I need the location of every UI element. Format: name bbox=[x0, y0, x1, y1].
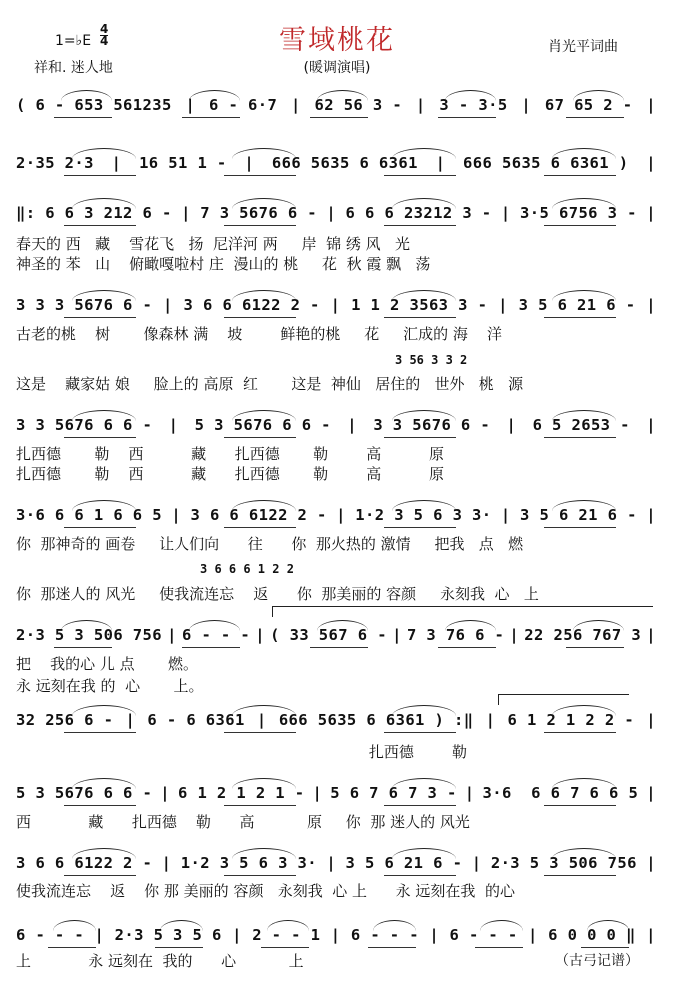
barline: | bbox=[646, 416, 656, 434]
lyric-line: 你 那神奇的 画卷 让人们向 往 你 那火热的 激情 把我 点 燃 bbox=[16, 535, 524, 553]
beam-underline bbox=[475, 947, 523, 948]
beam-underline bbox=[64, 437, 136, 438]
barline: | bbox=[232, 926, 242, 944]
measure: ‖: 6 6 3 212 6 - bbox=[16, 204, 172, 222]
measure: 3 3 5676 6 6 - bbox=[16, 416, 153, 434]
time-top: 4 bbox=[100, 22, 109, 36]
slur bbox=[552, 778, 616, 789]
beam-underline bbox=[224, 527, 296, 528]
measure: 62 56 3 - bbox=[314, 96, 403, 114]
barline: | bbox=[94, 926, 105, 944]
measure: 666 5635 6 6361 bbox=[271, 154, 418, 172]
measure: 3 3 3 5676 6 - bbox=[16, 296, 153, 314]
lyric-line: 春天的 西 藏 雪花飞 扬 尼洋河 两 岸 锦 绣 风 光 bbox=[16, 235, 410, 253]
measure: 5 3 5676 6 6 - bbox=[16, 784, 153, 802]
measure: 3·6 6 6 1 6 6 5 bbox=[16, 506, 162, 524]
barline: | bbox=[646, 506, 656, 524]
barline: | bbox=[255, 626, 265, 644]
beam-underline bbox=[544, 317, 616, 318]
measure: 3 - 3·5 bbox=[439, 96, 508, 114]
measure: 6 1 2 1 2 1 - bbox=[177, 784, 305, 802]
slur bbox=[392, 500, 456, 511]
beam-underline bbox=[544, 527, 616, 528]
slur bbox=[232, 148, 296, 159]
barline: | bbox=[464, 784, 475, 802]
barline: | bbox=[326, 204, 337, 222]
slur bbox=[61, 620, 112, 631]
beam-underline bbox=[544, 175, 616, 176]
beam-underline bbox=[54, 117, 112, 118]
slur bbox=[587, 920, 630, 931]
measure: 3 6 6 6122 2 - bbox=[16, 854, 153, 872]
volta-bracket bbox=[272, 606, 653, 617]
notation-row bbox=[16, 500, 656, 534]
measure: 16 51 1 - bbox=[139, 154, 227, 172]
lyric-line: 你 那迷人的 风光 使我流连忘 返 你 那美丽的 容颜 永刻我 心 上 bbox=[16, 585, 539, 603]
barline: | bbox=[646, 154, 656, 172]
slur bbox=[373, 920, 416, 931]
slur bbox=[552, 290, 616, 301]
notation-row bbox=[16, 705, 656, 739]
measure: 3 3 5676 6 - bbox=[373, 416, 491, 434]
measure: 1 1 2 3563 3 - bbox=[351, 296, 488, 314]
key-signature bbox=[55, 33, 91, 49]
notation-row bbox=[16, 848, 656, 882]
barline: | bbox=[506, 416, 517, 434]
measure: 1·2 3 5 6 3 3· bbox=[355, 506, 492, 524]
lyric-line: 西 藏 扎西德 勒 高 原 你 那 迷人的 风光 bbox=[16, 813, 470, 831]
slur bbox=[317, 90, 368, 101]
measure: 2·3 5 3 506 756 bbox=[490, 854, 637, 872]
beam-underline bbox=[368, 947, 416, 948]
slur bbox=[392, 148, 456, 159]
beam-underline bbox=[384, 225, 456, 226]
lyric-line: 神圣的 苯 山 俯瞰嘎啦村 庄 漫山的 桃 花 秋 霞 飘 荡 bbox=[16, 255, 431, 273]
barline: | bbox=[521, 96, 532, 114]
slur bbox=[317, 620, 368, 631]
barline: | bbox=[160, 784, 170, 802]
slur bbox=[72, 148, 136, 159]
beam-underline bbox=[182, 647, 240, 648]
beam-underline bbox=[384, 732, 456, 733]
lyric-line: 永 远刻在我 的 心 上。 bbox=[16, 677, 204, 695]
slur bbox=[552, 148, 616, 159]
slur bbox=[552, 410, 616, 421]
barline: | bbox=[347, 416, 357, 434]
slur bbox=[232, 198, 296, 209]
barline: | bbox=[646, 784, 656, 802]
barline: | bbox=[125, 711, 136, 729]
tempo-marking: 祥和. 迷人地 bbox=[34, 60, 113, 76]
barline: | bbox=[185, 96, 196, 114]
slur bbox=[552, 198, 616, 209]
measure: 6 - - - bbox=[449, 926, 518, 944]
barline: | bbox=[500, 204, 511, 222]
barline: | bbox=[244, 154, 255, 172]
slur bbox=[72, 778, 136, 789]
slur bbox=[392, 198, 456, 209]
measure: 32 256 6 - bbox=[16, 711, 114, 729]
measure: ( 6 - 653 561235 bbox=[16, 96, 172, 114]
lyric-line: 扎西德 勒 西 藏 扎西德 勒 高 原 bbox=[16, 445, 444, 463]
alternate-notes: 3 56 3 3 2 bbox=[395, 353, 468, 367]
measure: 6 - 6 6361 bbox=[147, 711, 245, 729]
beam-underline bbox=[384, 527, 456, 528]
slur bbox=[232, 290, 296, 301]
barline: | bbox=[435, 154, 446, 172]
measure: 3 5 6 21 6 - bbox=[520, 506, 637, 524]
beam-underline bbox=[438, 117, 496, 118]
notation-row bbox=[16, 620, 656, 654]
beam-underline bbox=[224, 175, 296, 176]
barline: | bbox=[326, 854, 337, 872]
slur bbox=[552, 705, 616, 716]
lyric-line: 上 永 远刻在 我的 心 上 bbox=[16, 952, 304, 970]
lyric-line: 扎西德 勒 bbox=[16, 743, 467, 761]
beam-underline bbox=[384, 175, 456, 176]
transcriber-credit: （古弓记谱） bbox=[555, 953, 639, 969]
notation-row bbox=[16, 778, 656, 812]
slur bbox=[573, 90, 624, 101]
beam-underline bbox=[384, 875, 456, 876]
beam-underline bbox=[64, 732, 136, 733]
measure: 3·6 6 6 7 6 6 5 bbox=[482, 784, 639, 802]
beam-underline bbox=[64, 527, 136, 528]
beam-underline bbox=[261, 947, 309, 948]
beam-underline bbox=[64, 225, 136, 226]
measure: 2·35 2·3 bbox=[16, 154, 94, 172]
beam-underline bbox=[224, 805, 296, 806]
slur bbox=[267, 920, 310, 931]
slur bbox=[232, 500, 296, 511]
barline: | bbox=[646, 926, 656, 944]
slur bbox=[392, 705, 456, 716]
slur bbox=[552, 848, 616, 859]
barline: | bbox=[392, 626, 402, 644]
measure: 5 6 7 6 7 3 - bbox=[330, 784, 457, 802]
beam-underline bbox=[224, 875, 296, 876]
measure: 2·3 5 3 506 756 bbox=[16, 626, 162, 644]
measure: 2·3 5 3 5 6 bbox=[114, 926, 222, 944]
notation-row bbox=[16, 410, 656, 444]
volta-bracket bbox=[498, 694, 629, 705]
beam-underline bbox=[224, 732, 296, 733]
slur bbox=[573, 620, 624, 631]
alternate-notes: 3 6 6 6 1 2 2 bbox=[200, 562, 294, 576]
song-subtitle: (暖调演唱) bbox=[303, 60, 371, 76]
barline: | bbox=[500, 506, 511, 524]
lyric-line: 这是 藏家姑 娘 脸上的 高原 红 这是 神仙 居住的 世外 桃 源 bbox=[16, 375, 524, 393]
measure: 3 6 6 6122 2 - bbox=[190, 506, 327, 524]
slur bbox=[232, 848, 296, 859]
barline: | bbox=[330, 296, 341, 314]
beam-underline bbox=[544, 805, 616, 806]
lyric-line: 扎西德 勒 西 藏 扎西德 勒 高 原 bbox=[16, 465, 444, 483]
barline: | bbox=[168, 416, 179, 434]
measure: 3 5 6 21 6 - bbox=[518, 296, 636, 314]
barline: | bbox=[111, 154, 122, 172]
beam-underline bbox=[384, 437, 456, 438]
barline: | bbox=[336, 506, 346, 524]
barline: | bbox=[471, 854, 482, 872]
beam-underline bbox=[544, 225, 616, 226]
measure: 6 - - - bbox=[182, 626, 251, 644]
slur bbox=[392, 410, 456, 421]
beam-underline bbox=[64, 175, 136, 176]
slur bbox=[232, 705, 296, 716]
lyric-line: 古老的桃 树 像森林 满 坡 鲜艳的桃 花 汇成的 海 洋 bbox=[16, 325, 502, 343]
slur bbox=[160, 920, 203, 931]
slur bbox=[53, 920, 96, 931]
measure: 3 5 6 21 6 - bbox=[345, 854, 463, 872]
slur bbox=[232, 410, 296, 421]
measure: 5 3 5676 6 6 - bbox=[194, 416, 331, 434]
barline: | bbox=[171, 506, 182, 524]
measure: 6 1 2 1 2 2 - bbox=[507, 711, 635, 729]
time-signature bbox=[100, 24, 108, 47]
beam-underline bbox=[64, 317, 136, 318]
measure: 7 3 76 6 - bbox=[406, 626, 505, 644]
beam-underline bbox=[566, 647, 624, 648]
beam-underline bbox=[64, 875, 136, 876]
measure: 6 - 6·7 bbox=[209, 96, 278, 114]
measure: 6 - - - bbox=[350, 926, 419, 944]
beam-underline bbox=[310, 647, 368, 648]
measure: 67 65 2 - bbox=[544, 96, 633, 114]
notation-row bbox=[16, 920, 656, 954]
beam-underline bbox=[438, 647, 496, 648]
beam-underline bbox=[48, 947, 96, 948]
barline: | bbox=[330, 926, 341, 944]
beam-underline bbox=[384, 317, 456, 318]
slur bbox=[480, 920, 523, 931]
beam-underline bbox=[310, 117, 368, 118]
measure: 6 6 6 23212 3 - bbox=[345, 204, 492, 222]
slur bbox=[232, 778, 296, 789]
slur bbox=[392, 290, 456, 301]
measure: 7 3 5676 6 - bbox=[200, 204, 318, 222]
barline: | bbox=[256, 711, 267, 729]
slur bbox=[392, 778, 456, 789]
barline: | bbox=[646, 204, 656, 222]
barline: | bbox=[646, 96, 656, 114]
barline: | bbox=[290, 96, 301, 114]
measure: 666 5635 6 6361 ) :‖ bbox=[278, 711, 474, 729]
slur bbox=[72, 198, 136, 209]
beam-underline bbox=[566, 117, 624, 118]
measure: 6 - - - bbox=[16, 926, 85, 944]
beam-underline bbox=[544, 732, 616, 733]
notation-row bbox=[16, 290, 656, 324]
slur bbox=[445, 90, 496, 101]
barline: | bbox=[646, 626, 656, 644]
measure: 22 256 767 3 bbox=[524, 626, 642, 644]
beam-underline bbox=[182, 117, 240, 118]
barline: | bbox=[528, 926, 538, 944]
measure: 3·5 6756 3 - bbox=[520, 204, 637, 222]
barline: | bbox=[646, 854, 656, 872]
barline: | bbox=[312, 784, 323, 802]
song-title: 雪域桃花 bbox=[279, 25, 395, 56]
barline: | bbox=[646, 711, 656, 729]
composer-credit: 肖光平词曲 bbox=[548, 39, 618, 55]
beam-underline bbox=[544, 437, 616, 438]
slur bbox=[72, 290, 136, 301]
barline: | bbox=[181, 204, 191, 222]
slur bbox=[72, 410, 136, 421]
beam-underline bbox=[384, 805, 456, 806]
notation-row bbox=[16, 148, 656, 182]
beam-underline bbox=[224, 225, 296, 226]
barline: | bbox=[163, 296, 173, 314]
measure: 1·2 3 5 6 3 3· bbox=[180, 854, 318, 872]
barline: | bbox=[646, 296, 656, 314]
measure: 6 5 2653 - bbox=[532, 416, 630, 434]
measure: ( 33 567 6 - bbox=[270, 626, 387, 644]
beam-underline bbox=[224, 437, 296, 438]
barline: | bbox=[161, 854, 172, 872]
notation-row bbox=[16, 90, 656, 124]
time-bottom: 4 bbox=[100, 34, 109, 48]
beam-underline bbox=[224, 317, 296, 318]
barline: | bbox=[429, 926, 440, 944]
barline: | bbox=[415, 96, 426, 114]
notation-row bbox=[16, 198, 656, 232]
slur bbox=[72, 500, 136, 511]
measure: 6 0 0 0 ‖ bbox=[548, 926, 636, 944]
key-label: 1=♭E bbox=[55, 33, 92, 49]
beam-underline bbox=[155, 947, 203, 948]
slur bbox=[72, 705, 136, 716]
measure: 2 - - 1 bbox=[252, 926, 321, 944]
lyric-line: 使我流连忘 返 你 那 美丽的 容颜 永刻我 心 上 永 远刻在我 的心 bbox=[16, 882, 515, 900]
barline: | bbox=[167, 626, 177, 644]
slur bbox=[189, 620, 240, 631]
slur bbox=[392, 848, 456, 859]
notation-line bbox=[16, 926, 656, 950]
slur bbox=[445, 620, 496, 631]
beam-underline bbox=[54, 647, 112, 648]
slur bbox=[72, 848, 136, 859]
lyric-line: 把 我的心 儿 点 燃。 bbox=[16, 655, 198, 673]
beam-underline bbox=[581, 947, 629, 948]
slur bbox=[189, 90, 240, 101]
measure: 666 5635 6 6361 ) bbox=[463, 154, 629, 172]
beam-underline bbox=[544, 875, 616, 876]
barline: | bbox=[509, 626, 520, 644]
measure: 3 6 6 6122 2 - bbox=[183, 296, 320, 314]
beam-underline bbox=[64, 805, 136, 806]
slur bbox=[552, 500, 616, 511]
barline: | bbox=[485, 711, 496, 729]
slur bbox=[61, 90, 112, 101]
barline: | bbox=[498, 296, 508, 314]
